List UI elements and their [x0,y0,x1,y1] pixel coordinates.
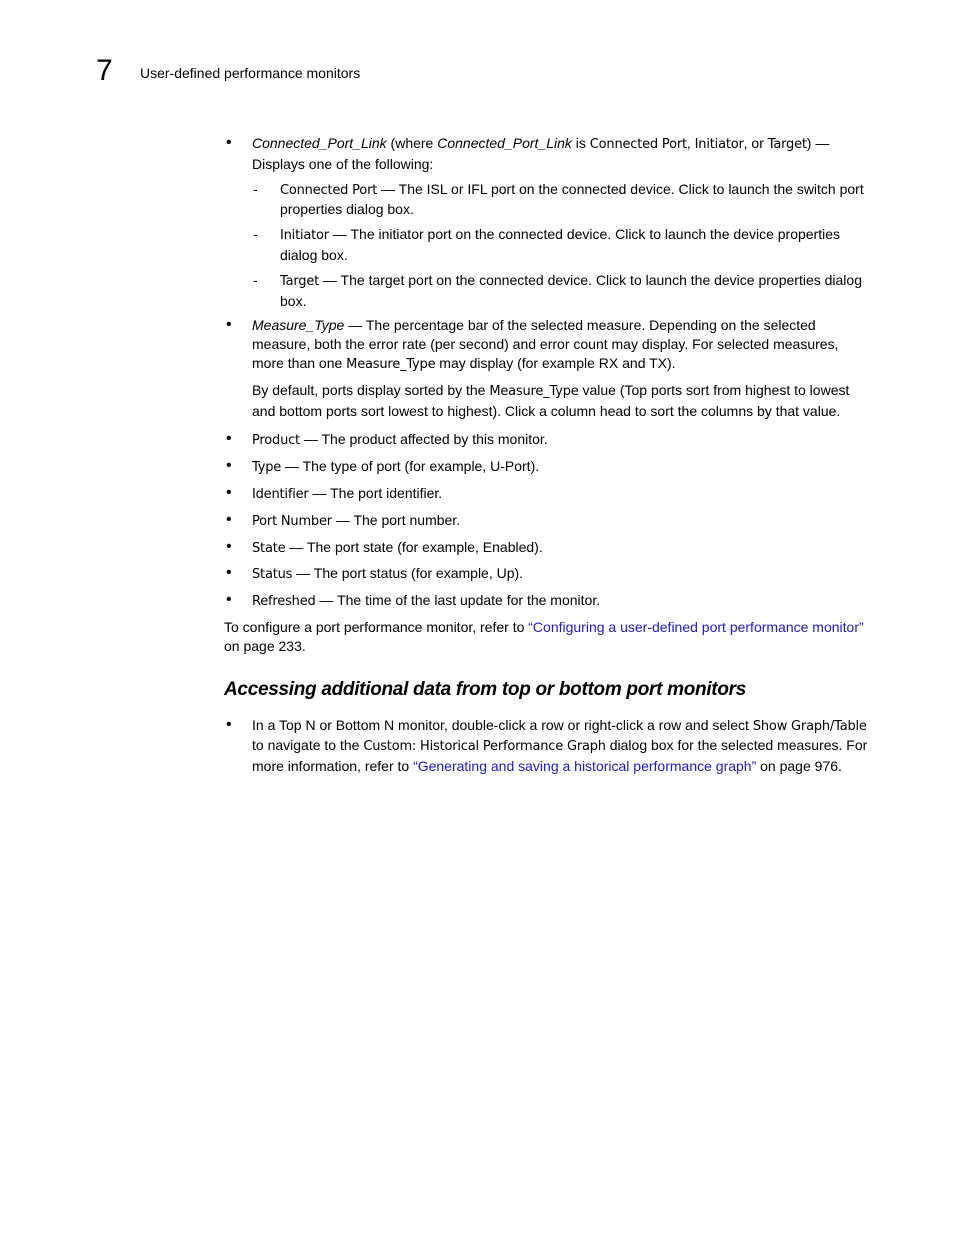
bold-custom-historical-graph: Custom: Historical Performance Graph [363,739,606,755]
list-item-port-number [224,511,874,532]
term-measure-type: Measure_Type [252,317,345,334]
sub-item-label: Target [280,273,320,289]
list-item-product [224,430,874,451]
field-label: Status [252,567,293,583]
list-item-identifier [224,484,874,505]
field-label: Product [252,433,300,449]
list-item-type [224,457,874,478]
text: value (Top ports sort from highest to lowest and bottom ports sort lowest to highest). Click a column head to sort the columns by that value. [252,381,850,419]
text: — The percentage bar of the selected measure. Depending on the selected measure, both the error rate (per second) and error count may display. For selected measures, more than one [252,317,839,371]
bold-target: Target [767,137,807,152]
running-header-title: User-defined performance monitors [140,65,361,81]
text: dialog box for the selected measures. For more information, refer to [252,737,868,775]
field-desc: — The port number. [331,511,461,528]
measure-type-note [252,381,874,421]
sub-item-label: Connected Port [280,182,378,198]
field-desc: — The product affected by this monitor. [299,431,548,448]
section-list [224,716,874,776]
list-item-status [224,564,874,585]
field-desc: — The time of the last update for the monitor. [315,592,601,609]
list-item-top-bottom [224,716,874,776]
configure-monitor-link[interactable]: “Configuring a user-defined port performance monitor” [528,618,864,635]
field-desc: — The port status (for example, Up). [292,565,524,582]
list-item-refreshed [224,591,874,612]
sub-item-label: Initiator [280,228,329,244]
text: In a Top N or Bottom N monitor, double-click a row or right-click a row and select [252,716,753,733]
text: , [686,135,695,151]
section-heading: Accessing additional data from top or bottom port monitors [224,678,747,700]
field-list [224,134,874,612]
term-connected-port-link-2: Connected_Port_Link [437,135,572,151]
text: By default, ports display sorted by the [252,381,490,398]
text: to navigate to the [252,737,364,754]
field-label: State [252,540,286,556]
list-item-measure-type [224,316,874,420]
sub-item-initiator [252,225,874,265]
bold-measure-type: Measure_Type [346,356,436,372]
text: To configure a port performance monitor, refer to [224,618,529,635]
page-content [224,134,874,782]
sub-item-connected-port [252,180,874,220]
text: on page 233. [224,637,306,654]
term-connected-port-link: Connected_Port_Link [252,135,387,151]
field-label: Identifier [252,486,309,502]
historical-graph-link[interactable]: “Generating and saving a historical performance graph” [413,758,757,775]
list-item-state [224,538,874,559]
chapter-number: 7 [96,54,113,87]
sub-item-desc: — The initiator port on the connected device. Click to launch the device properties dialog box. [280,226,840,263]
configure-paragraph [224,618,874,656]
bold-initiator: Initiator [694,137,744,152]
text: (where [386,135,438,151]
bold-show-graph-table: Show Graph/Table [752,718,867,734]
field-desc: — The port state (for example, Enabled). [285,538,543,555]
sub-list [252,180,874,311]
text: may display (for example RX and TX). [435,354,676,371]
text: is [571,135,590,151]
field-label: Port Number [252,513,332,529]
field-label: Type [252,460,282,476]
text: on page 976. [756,758,842,775]
list-item-connected-port-link [224,134,874,310]
sub-item-desc: — The ISL or IFL port on the connected device. Click to launch the switch port properties dialog box. [280,180,864,218]
field-label: Refreshed [252,594,316,610]
bold-measure-type-2: Measure_Type [489,383,579,399]
field-desc: — The type of port (for example, U-Port). [281,458,540,475]
text: , or [743,135,768,151]
field-desc: — The port identifier. [308,484,443,501]
text: ) — Displays one of the following: [252,135,830,172]
sub-item-desc: — The target port on the connected device. Click to launch the device properties dialog box. [280,271,862,309]
bold-connected-port: Connected Port [589,137,687,152]
sub-item-target [252,271,874,311]
